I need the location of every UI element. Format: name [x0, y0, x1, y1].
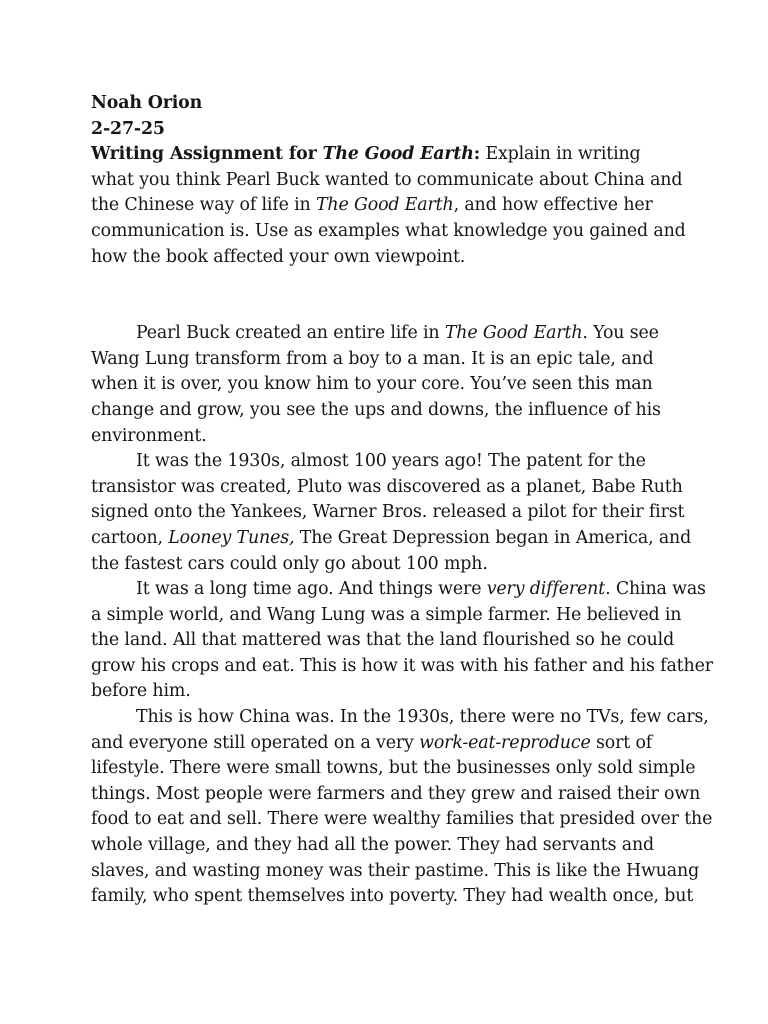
paragraph-line: environment.: [91, 425, 207, 446]
paragraph-line: the land. All that mattered was that the land flourished so he could: [91, 630, 675, 651]
assignment-prompt-line-2: what you think Pearl Buck wanted to communicate about China and: [91, 169, 683, 190]
paragraph-line: lifestyle. There were small towns, but the businesses only sold simple: [91, 758, 696, 779]
assignment-colon: :: [473, 144, 481, 165]
text-run: The Great Depression began in America, and: [294, 527, 692, 548]
paragraph-line: This is how China was. In the 1930s, there were no TVs, few cars,: [136, 707, 709, 728]
assignment-prompt-line-3: [91, 193, 691, 219]
paragraph-3: [91, 577, 713, 705]
text-run: Pearl Buck created an entire life in: [136, 323, 445, 344]
author-name: Noah Orion: [91, 93, 203, 113]
paragraph-line: Wang Lung transform from a boy to a man. It is an epic tale, and: [91, 348, 654, 369]
essay-content: [91, 91, 713, 910]
paragraph-line: food to eat and sell. There were wealthy families that presided over the: [91, 809, 713, 830]
prompt-text: the Chinese way of life in: [91, 195, 316, 216]
paragraph-line: [91, 577, 706, 603]
paragraph-line: before him.: [91, 681, 191, 702]
paragraph-line: [91, 731, 691, 757]
paragraph-4: [91, 705, 713, 910]
emphasis: very different: [486, 579, 606, 600]
assignment-prompt-line-5: how the book affected your own viewpoint.: [91, 246, 466, 267]
paragraph-line: things. Most people were farmers and they grew and raised their own: [91, 783, 701, 804]
assignment-prompt-line-1: [91, 142, 691, 168]
paragraph-line: slaves, and wasting money was their pastime. This is like the Hwuang: [91, 860, 700, 881]
section-gap: [91, 270, 691, 321]
prompt-text: Explain in writing: [480, 144, 641, 165]
paragraph-line: signed onto the Yankees, Warner Bros. released a pilot for their first: [91, 502, 685, 523]
text-run: . China was: [605, 579, 706, 600]
assignment-label: Writing Assignment for: [91, 144, 323, 165]
paragraph-line: [91, 526, 691, 552]
text-run: cartoon,: [91, 527, 169, 548]
book-title: The Good Earth: [444, 323, 583, 344]
paragraph-line: grow his crops and eat. This is how it was with his father and his father: [91, 655, 713, 676]
paragraph-line: It was the 1930s, almost 100 years ago! The patent for the: [136, 451, 646, 472]
paragraph-line: change and grow, you see the ups and downs, the influence of his: [91, 399, 661, 420]
paragraph-line: [91, 321, 691, 347]
prompt-book-title: The Good Earth: [315, 195, 454, 216]
text-run: and everyone still operated on a very: [91, 732, 420, 753]
prompt-text: , and how effective her: [453, 195, 653, 216]
text-run: It was a long time ago. And things were: [136, 579, 487, 600]
paragraph-line: the fastest cars could only go about 100 mph.: [91, 553, 488, 574]
emphasis: work-eat-reproduce: [419, 732, 591, 753]
assignment-prompt-line-4: communication is. Use as examples what knowledge you gained and: [91, 220, 686, 241]
paragraph-line: transistor was created, Pluto was discovered as a planet, Babe Ruth: [91, 476, 683, 497]
paragraph-line: a simple world, and Wang Lung was a simple farmer. He believed in: [91, 604, 682, 625]
paragraph-line: family, who spent themselves into poverty. They had wealth once, but: [91, 886, 694, 907]
cartoon-title: Looney Tunes,: [168, 527, 295, 548]
text-run: . You see: [582, 323, 659, 344]
assignment-book-title: The Good Earth: [322, 144, 474, 165]
paragraph-1: [91, 321, 691, 449]
text-run: sort of: [590, 732, 653, 753]
paragraph-2: [91, 449, 691, 577]
essay-date: 2-27-25: [91, 118, 165, 139]
paragraph-line: whole village, and they had all the power. They had servants and: [91, 835, 654, 856]
paragraph-line: when it is over, you know him to your core. You’ve seen this man: [91, 374, 653, 395]
